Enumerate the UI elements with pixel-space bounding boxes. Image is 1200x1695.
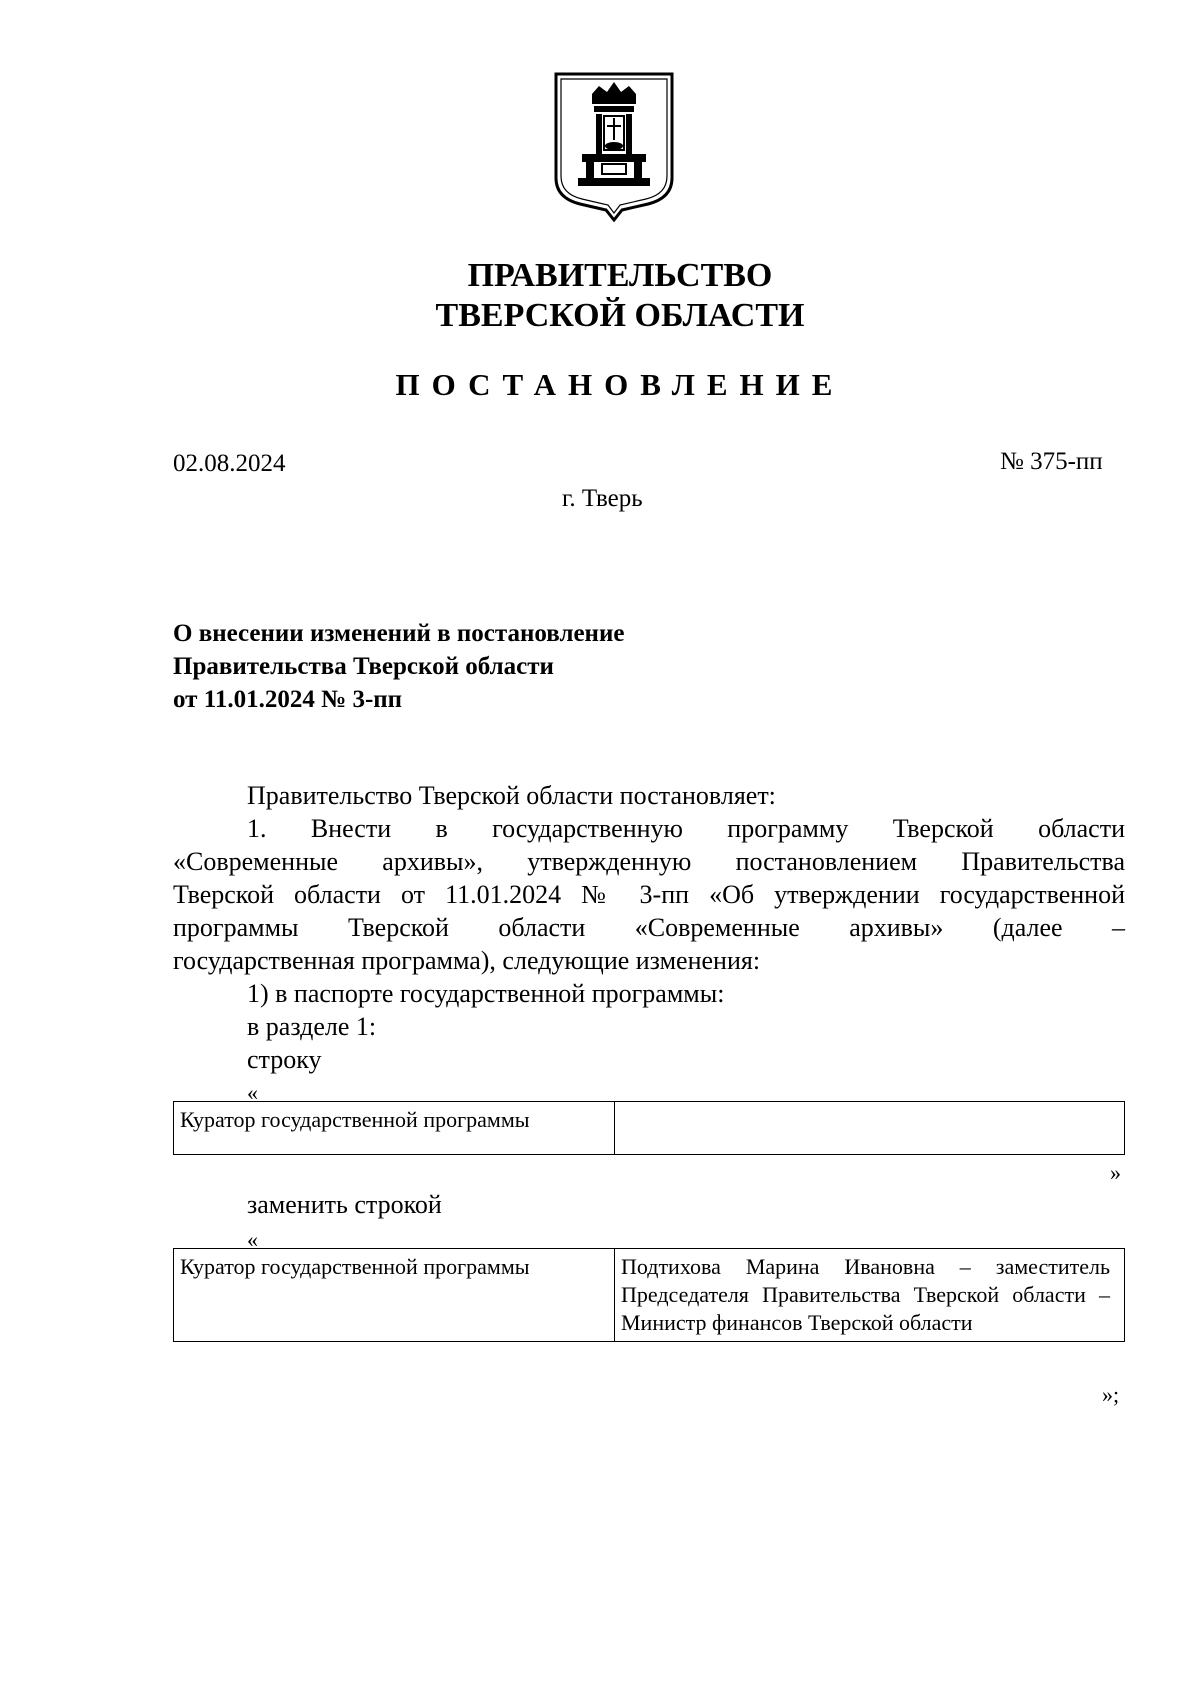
subject-line: Правительства Тверской области xyxy=(173,653,554,680)
intro-paragraph: Правительство Тверской области постановляет: xyxy=(247,781,776,810)
old-row-table xyxy=(173,1101,1125,1155)
subject-line: О внесении изменений в постановление xyxy=(173,620,625,647)
document-type-title: ПОСТАНОВЛЕНИЕ xyxy=(395,367,845,402)
table-cell-value xyxy=(615,1102,1125,1155)
row-word: строку xyxy=(247,1045,322,1074)
document-date: 02.08.2024 xyxy=(173,450,286,477)
government-name-line1: ПРАВИТЕЛЬСТВО xyxy=(467,257,773,294)
item1-line: «Современные архивы», утвержденную постановлением Правительства xyxy=(173,847,1125,876)
open-quote: « xyxy=(247,1080,258,1105)
item1-line: 1. Внести в государственную программу Тверской области xyxy=(247,814,1125,843)
open-quote: « xyxy=(247,1227,258,1252)
table-cell-value: Подтихова Марина Ивановна – заместитель Председателя Правительства Тверской области – Министр финансов Тверской области xyxy=(615,1249,1125,1342)
table-row xyxy=(174,1102,1125,1155)
document-number: № 375-пп xyxy=(1000,448,1103,475)
close-quote: » xyxy=(1110,1160,1121,1185)
item1-line: программы Тверской области «Современные архивы» (далее – xyxy=(173,913,1125,942)
subitem-1: 1) в паспорте государственной программы: xyxy=(247,979,725,1008)
replace-with-text: заменить строкой xyxy=(247,1190,442,1219)
document-city: г. Тверь xyxy=(562,485,643,512)
section-reference: в разделе 1: xyxy=(247,1012,377,1041)
close-quote-end: »; xyxy=(1102,1382,1120,1407)
subject-line: от 11.01.2024 № 3-пп xyxy=(173,686,403,713)
new-row-table xyxy=(173,1248,1125,1342)
table-cell-label: Куратор государственной программы xyxy=(174,1249,615,1342)
government-name-line2: ТВЕРСКОЙ ОБЛАСТИ xyxy=(435,297,805,334)
table-cell-label: Куратор государственной программы xyxy=(174,1102,615,1155)
document-subject xyxy=(173,617,624,716)
tver-coat-of-arms-icon xyxy=(552,70,676,222)
item1-line: государственная программа), следующие изменения: xyxy=(173,946,761,975)
item1-line: Тверской области от 11.01.2024 № 3-пп «Об утверждении государственной xyxy=(173,880,1125,909)
table-row xyxy=(174,1249,1125,1342)
